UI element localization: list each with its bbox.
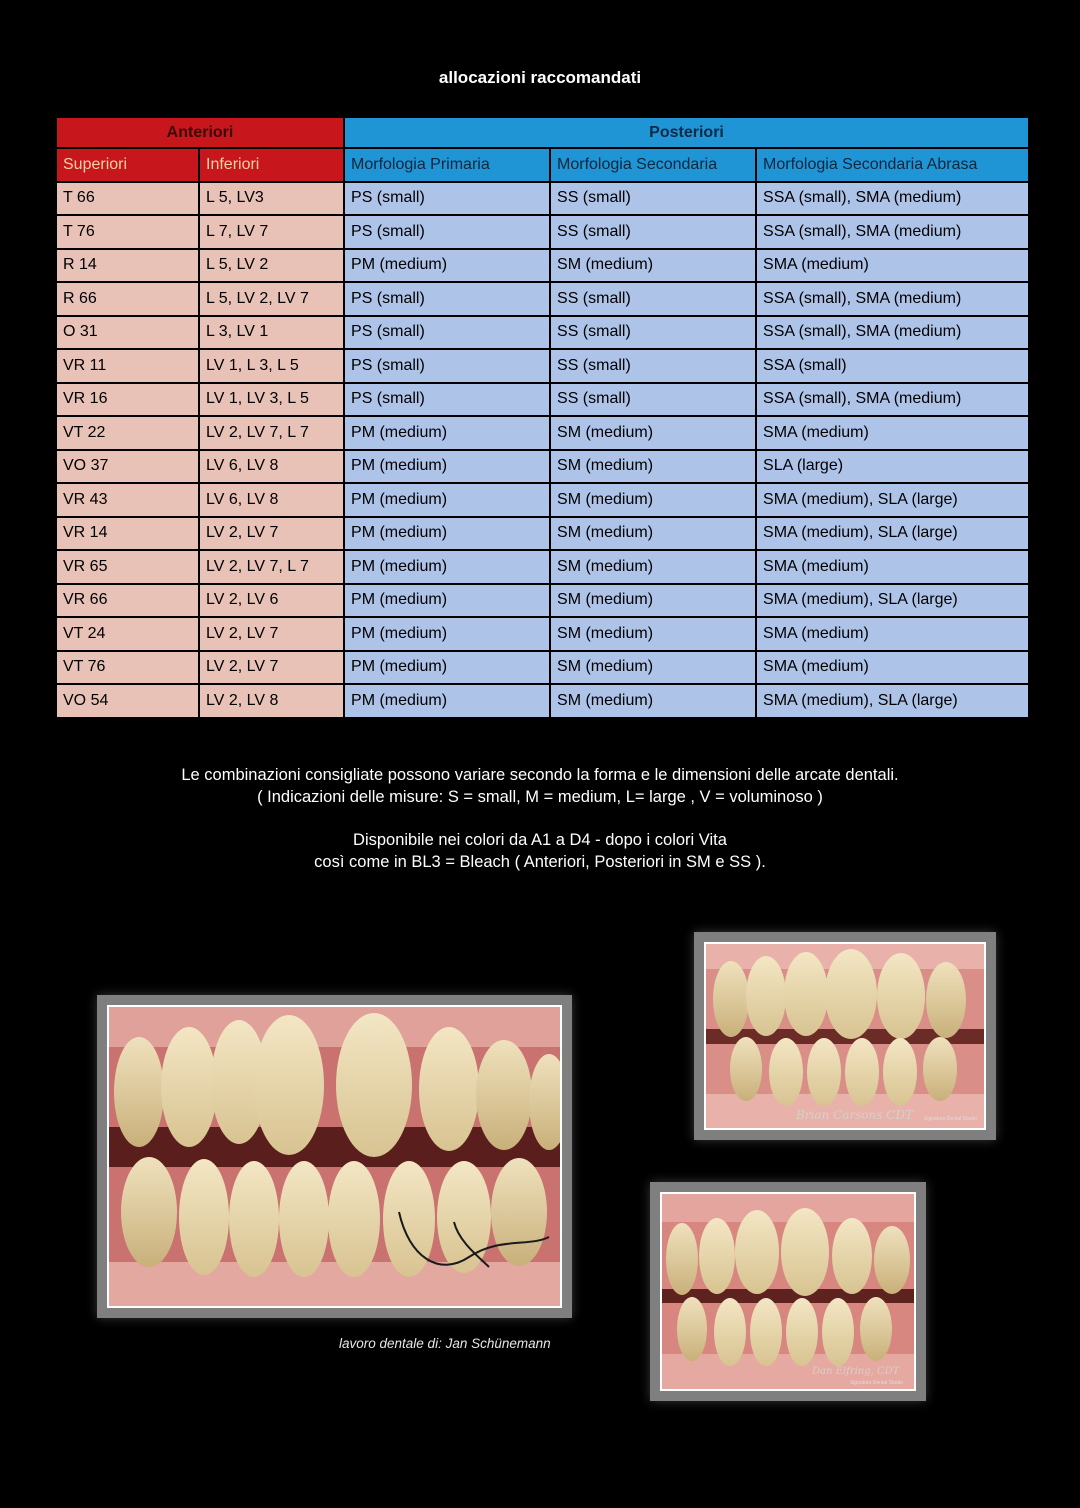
cell-morfologia-primaria: PM (medium) bbox=[344, 617, 550, 651]
cell-inferiori: L 7, LV 7 bbox=[199, 215, 344, 249]
cell-morfologia-secondaria: SM (medium) bbox=[550, 617, 756, 651]
cell-morfologia-primaria: PM (medium) bbox=[344, 483, 550, 517]
cell-morfologia-secondaria: SM (medium) bbox=[550, 450, 756, 484]
photo-caption: lavoro dentale di: Jan Schünemann bbox=[339, 1336, 551, 1351]
cell-morfologia-secondaria-abrasa: SMA (medium) bbox=[756, 651, 1029, 685]
table-row bbox=[56, 550, 1029, 584]
cell-morfologia-primaria: PS (small) bbox=[344, 316, 550, 350]
cell-inferiori: LV 6, LV 8 bbox=[199, 483, 344, 517]
cell-morfologia-secondaria: SM (medium) bbox=[550, 651, 756, 685]
cell-morfologia-secondaria-abrasa: SSA (small), SMA (medium) bbox=[756, 316, 1029, 350]
cell-inferiori: LV 1, L 3, L 5 bbox=[199, 349, 344, 383]
notes bbox=[0, 764, 1080, 873]
cell-morfologia-secondaria: SM (medium) bbox=[550, 517, 756, 551]
cell-morfologia-primaria: PS (small) bbox=[344, 282, 550, 316]
cell-inferiori: L 3, LV 1 bbox=[199, 316, 344, 350]
cell-superiori: VT 76 bbox=[56, 651, 199, 685]
group-header-anteriori: Anteriori bbox=[56, 117, 344, 148]
cell-morfologia-secondaria-abrasa: SMA (medium) bbox=[756, 416, 1029, 450]
table-row bbox=[56, 282, 1029, 316]
cell-morfologia-secondaria-abrasa: SSA (small), SMA (medium) bbox=[756, 182, 1029, 216]
cell-superiori: VT 22 bbox=[56, 416, 199, 450]
cell-morfologia-secondaria-abrasa: SMA (medium), SLA (large) bbox=[756, 684, 1029, 718]
cell-inferiori: L 5, LV 2, LV 7 bbox=[199, 282, 344, 316]
cell-morfologia-primaria: PS (small) bbox=[344, 215, 550, 249]
cell-morfologia-primaria: PM (medium) bbox=[344, 249, 550, 283]
cell-morfologia-secondaria-abrasa: SMA (medium), SLA (large) bbox=[756, 517, 1029, 551]
cell-morfologia-secondaria: SM (medium) bbox=[550, 684, 756, 718]
cell-superiori: T 76 bbox=[56, 215, 199, 249]
cell-morfologia-primaria: PS (small) bbox=[344, 182, 550, 216]
cell-superiori: R 66 bbox=[56, 282, 199, 316]
cell-inferiori: LV 2, LV 7, L 7 bbox=[199, 416, 344, 450]
cell-inferiori: LV 2, LV 7 bbox=[199, 617, 344, 651]
cell-inferiori: L 5, LV 2 bbox=[199, 249, 344, 283]
table-row bbox=[56, 383, 1029, 417]
teeth-image-main bbox=[109, 1007, 560, 1306]
page-title: allocazioni raccomandati bbox=[438, 68, 642, 87]
table-row bbox=[56, 349, 1029, 383]
table-row bbox=[56, 684, 1029, 718]
cell-superiori: VO 37 bbox=[56, 450, 199, 484]
cell-superiori: VR 43 bbox=[56, 483, 199, 517]
cell-morfologia-primaria: PM (medium) bbox=[344, 684, 550, 718]
cell-superiori: VR 65 bbox=[56, 550, 199, 584]
note-line-4: così come in BL3 = Bleach ( Anteriori, Posteriori in SM e SS ). bbox=[314, 853, 766, 871]
note-line-3: Disponibile nei colori da A1 a D4 - dopo i colori Vita bbox=[353, 831, 727, 849]
cell-inferiori: LV 2, LV 6 bbox=[199, 584, 344, 618]
cell-morfologia-secondaria-abrasa: SSA (small), SMA (medium) bbox=[756, 383, 1029, 417]
cell-morfologia-secondaria-abrasa: SSA (small), SMA (medium) bbox=[756, 282, 1029, 316]
cell-inferiori: LV 2, LV 7, L 7 bbox=[199, 550, 344, 584]
cell-superiori: O 31 bbox=[56, 316, 199, 350]
cell-superiori: R 14 bbox=[56, 249, 199, 283]
table-row bbox=[56, 517, 1029, 551]
cell-morfologia-secondaria-abrasa: SSA (small) bbox=[756, 349, 1029, 383]
studio-label-2: Signature Dental Studio bbox=[850, 1380, 903, 1386]
cell-superiori: VR 11 bbox=[56, 349, 199, 383]
cell-morfologia-primaria: PM (medium) bbox=[344, 416, 550, 450]
cell-morfologia-secondaria-abrasa: SLA (large) bbox=[756, 450, 1029, 484]
cell-superiori: VR 66 bbox=[56, 584, 199, 618]
cell-morfologia-secondaria-abrasa: SMA (medium) bbox=[756, 617, 1029, 651]
table-row bbox=[56, 182, 1029, 216]
cell-morfologia-secondaria: SM (medium) bbox=[550, 249, 756, 283]
cell-morfologia-secondaria-abrasa: SMA (medium) bbox=[756, 249, 1029, 283]
table-row bbox=[56, 483, 1029, 517]
cell-superiori: VO 54 bbox=[56, 684, 199, 718]
photo-signature-dan: Dan Elfring, CDT bbox=[812, 1366, 900, 1377]
cell-morfologia-secondaria: SM (medium) bbox=[550, 584, 756, 618]
teeth-image-top-right bbox=[706, 944, 984, 1128]
cell-morfologia-secondaria: SS (small) bbox=[550, 215, 756, 249]
column-header-superiori: Superiori bbox=[56, 148, 199, 182]
cell-morfologia-primaria: PM (medium) bbox=[344, 550, 550, 584]
cell-inferiori: LV 2, LV 8 bbox=[199, 684, 344, 718]
table-row bbox=[56, 617, 1029, 651]
table-row bbox=[56, 215, 1029, 249]
cell-morfologia-secondaria: SS (small) bbox=[550, 182, 756, 216]
cell-morfologia-secondaria: SM (medium) bbox=[550, 483, 756, 517]
dental-photo-bottom-right bbox=[650, 1182, 926, 1401]
table-row bbox=[56, 584, 1029, 618]
column-header-morfologia-primaria: Morfologia Primaria bbox=[344, 148, 550, 182]
cell-morfologia-primaria: PM (medium) bbox=[344, 651, 550, 685]
studio-label-1: Signature Dental Studio bbox=[924, 1116, 977, 1122]
cell-morfologia-secondaria-abrasa: SMA (medium) bbox=[756, 550, 1029, 584]
cell-inferiori: LV 6, LV 8 bbox=[199, 450, 344, 484]
cell-superiori: VR 14 bbox=[56, 517, 199, 551]
cell-inferiori: L 5, LV3 bbox=[199, 182, 344, 216]
cell-morfologia-primaria: PS (small) bbox=[344, 383, 550, 417]
cell-morfologia-secondaria-abrasa: SMA (medium), SLA (large) bbox=[756, 483, 1029, 517]
table-row bbox=[56, 249, 1029, 283]
photo-signature-brian: Brian Carsons CDT bbox=[796, 1108, 914, 1122]
dental-photo-top-right bbox=[694, 932, 996, 1140]
table-body bbox=[56, 182, 1029, 718]
cell-inferiori: LV 2, LV 7 bbox=[199, 651, 344, 685]
group-header-posteriori: Posteriori bbox=[344, 117, 1029, 148]
dental-photo-main bbox=[97, 995, 572, 1318]
column-header-morfologia-secondaria-abrasa: Morfologia Secondaria Abrasa bbox=[756, 148, 1029, 182]
cell-morfologia-primaria: PS (small) bbox=[344, 349, 550, 383]
cell-morfologia-secondaria: SS (small) bbox=[550, 282, 756, 316]
table-row bbox=[56, 316, 1029, 350]
column-header-morfologia-secondaria: Morfologia Secondaria bbox=[550, 148, 756, 182]
allocation-table bbox=[55, 116, 1030, 719]
teeth-image-bottom-right bbox=[662, 1194, 914, 1389]
table-row bbox=[56, 651, 1029, 685]
cell-morfologia-secondaria: SM (medium) bbox=[550, 550, 756, 584]
note-line-1: Le combinazioni consigliate possono variare secondo la forma e le dimensioni delle arcate dentali. bbox=[181, 766, 899, 784]
table-row bbox=[56, 416, 1029, 450]
cell-morfologia-secondaria: SS (small) bbox=[550, 316, 756, 350]
cell-morfologia-secondaria: SS (small) bbox=[550, 383, 756, 417]
cell-morfologia-secondaria-abrasa: SMA (medium), SLA (large) bbox=[756, 584, 1029, 618]
table-row bbox=[56, 450, 1029, 484]
note-line-2: ( Indicazioni delle misure: S = small, M = medium, L= large , V = voluminoso ) bbox=[257, 788, 823, 806]
cell-superiori: T 66 bbox=[56, 182, 199, 216]
cell-morfologia-secondaria-abrasa: SSA (small), SMA (medium) bbox=[756, 215, 1029, 249]
cell-inferiori: LV 1, LV 3, L 5 bbox=[199, 383, 344, 417]
cell-inferiori: LV 2, LV 7 bbox=[199, 517, 344, 551]
cell-superiori: VR 16 bbox=[56, 383, 199, 417]
cell-morfologia-primaria: PM (medium) bbox=[344, 584, 550, 618]
column-header-inferiori: Inferiori bbox=[199, 148, 344, 182]
cell-superiori: VT 24 bbox=[56, 617, 199, 651]
cell-morfologia-secondaria: SS (small) bbox=[550, 349, 756, 383]
cell-morfologia-primaria: PM (medium) bbox=[344, 450, 550, 484]
cell-morfologia-secondaria: SM (medium) bbox=[550, 416, 756, 450]
cell-morfologia-primaria: PM (medium) bbox=[344, 517, 550, 551]
